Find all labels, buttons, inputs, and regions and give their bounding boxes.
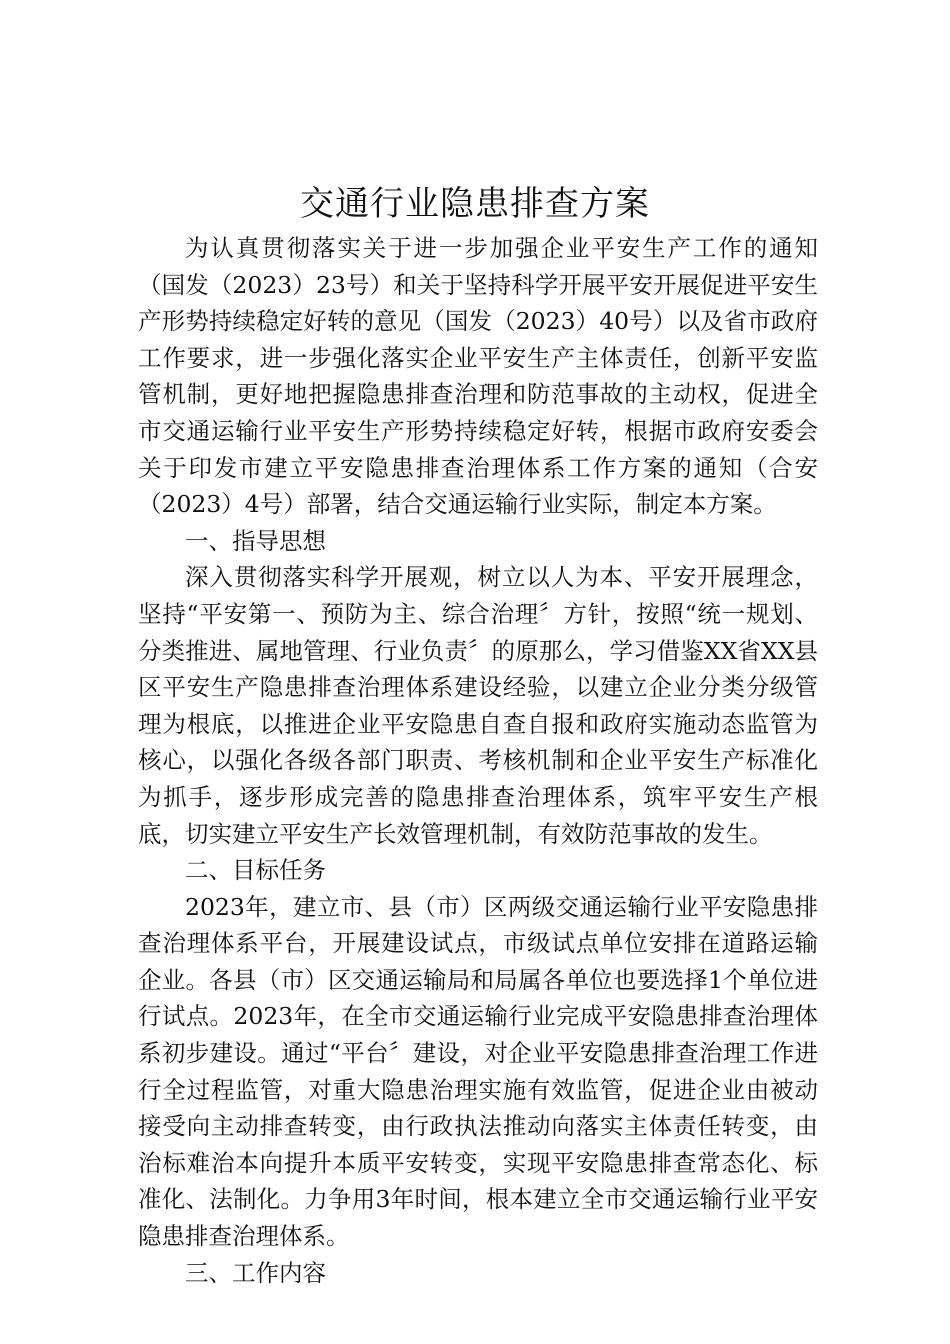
- section-heading-objectives: 二、目标任务: [185, 856, 326, 885]
- section-heading-guiding-ideology: 一、指导思想: [185, 526, 326, 555]
- intro-paragraph: 为认真贯彻落实关于进一步加强企业平安生产工作的通知（国发（2023）23号）和关于坚持科学开展平安开展促进平安生产形势持续稳定好转的意见（国发（2023）40号）以及省市政府工作要求，进一步强化落实企业平安生产主体责任，创新平安监管机制，更好地把握隐患排查治理和防范事故的主动权，促进全市交通运输行业平安生产形势持续稳定好转，根据市政府安委会关于印发市建立平安隐患排查治理体系工作方案的通知（合安（2023）4号）部署，结合交通运输行业实际，制定本方案。: [138, 234, 818, 519]
- document-title: 交通行业隐患排查方案: [300, 184, 650, 224]
- guiding-ideology-paragraph: 深入贯彻落实科学开展观，树立以人为本、平安开展理念，坚持“平安第一、预防为主、综合治理〞方针，按照“统一规划、分类推进、属地管理、行业负责〞的原那么，学习借鉴XX省XX县区平安生产隐患排查治理体系建设经验，以建立企业分类分级管理为根底，以推进企业平安隐患自查自报和政府实施动态监管为核心，以强化各级各部门职责、考核机制和企业平安生产标准化为抓手，逐步形成完善的隐患排查治理体系，筑牢平安生产根底，切实建立平安生产长效管理机制，有效防范事故的发生。: [138, 563, 818, 848]
- objectives-paragraph: 2023年，建立市、县（市）区两级交通运输行业平安隐患排查治理体系平台，开展建设试点，市级试点单位安排在道路运输企业。各县（市）区交通运输局和局属各单位也要选择1个单位进行试点。2023年，在全市交通运输行业完成平安隐患排查治理体系初步建设。通过“平台〞建设，对企业平安隐患排查治理工作进行全过程监管，对重大隐患治理实施有效监管，促进企业由被动接受向主动排查转变，由行政执法推动向落实主体责任转变，由治标难治本向提升本质平安转变，实现平安隐患排查常态化、标准化、法制化。力争用3年时间，根本建立全市交通运输行业平安隐患排查治理体系。: [138, 892, 818, 1251]
- section-heading-work-content: 三、工作内容: [185, 1258, 326, 1287]
- document-body: [138, 230, 818, 1291]
